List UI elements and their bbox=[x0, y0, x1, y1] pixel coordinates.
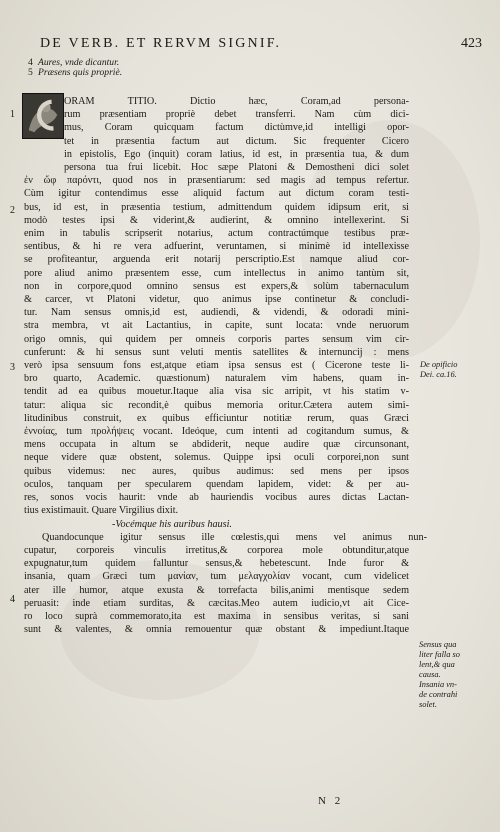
main-text bbox=[24, 95, 427, 636]
text-line: peruasit: inde etiam surditas, & cæcitas.Meo autem iudicio,vt ait Cice- bbox=[24, 597, 409, 609]
text-line: ἐννοίας, tum προλήψεις vocant. Ideóque, cum intenti ad cogitandum sumus, & bbox=[24, 426, 409, 438]
text-line: -Vocémque his auribus hausi. bbox=[112, 518, 232, 530]
text-line: sunt & valentes, & omnia remouentur quæ obstant & impediunt.Itaque bbox=[24, 624, 409, 636]
text-line: insania, quam Græci tum μανίαν, tum μελαγχολίαν vocant, cum videlicet bbox=[24, 571, 409, 583]
text-line: in epistolis, Ego (inquit) coram latius, id est, in præsentia tua, & dum bbox=[64, 148, 409, 160]
text-line: sentibus, & hi re vera adfuerint, veruntamen, si minimè id intellexisse bbox=[24, 241, 409, 253]
margin-number: 1 bbox=[10, 109, 15, 120]
text-line: stra membra, vt ait Lactantius, in capite, sunt locata: vnde neruorum bbox=[24, 320, 409, 332]
margin-number: 3 bbox=[10, 362, 15, 373]
text-line: Quandocunque igitur sensus ille cœlestis,qui mens vel animus nun- bbox=[42, 531, 427, 543]
text-line: tur. Nam sensus omnis,id est, audiendi, & videndi, & odoradi mini- bbox=[24, 307, 409, 319]
text-line: quibus videmus: nec aures, quibus audimus: sed mens per ipsos bbox=[24, 465, 409, 477]
text-line: persona tua frui licebit. Hoc sæpe Platoni & Demostheni dici solet bbox=[64, 162, 409, 174]
margin-number: 2 bbox=[10, 205, 15, 216]
text-line: ro loco suprà commemorato,ita est maxima in sensibus veritas, si sani bbox=[24, 610, 409, 622]
margin-number: 4 bbox=[10, 594, 15, 605]
text-line: litudinibus construit, ex quibus efficiuntur notitiæ rerum, quas Græci bbox=[24, 412, 409, 424]
text-line: ἐν ὤφ παρόντι, quod nos in præsentiarum: sed magis ad tempus refertur. bbox=[24, 175, 409, 187]
text-line: mens occupata in altum se abdiderit, neque audire quæ circunsonant, bbox=[24, 439, 409, 451]
shoulder-note: 5 Præsens quis propriè. bbox=[28, 67, 123, 78]
margin-gloss: Sensus qua liter falla so lent,& qua causa. Insania vn- de contrahi solet. bbox=[419, 640, 460, 709]
text-line: non in corpore,quod omnino sensus est expers,& solùm tabernaculum bbox=[24, 280, 409, 292]
text-line: res, sonos vocis haurit: vnde ab hauriendis vocibus aures dictas Lactan- bbox=[24, 492, 409, 504]
text-line: origo omnis, qui quidem per omneis corporis partes sensum vim cir- bbox=[24, 333, 409, 345]
text-line: verò ipsa sensuum fons est,atque etiam ipsa sensus est ( Cicerone teste li- bbox=[24, 360, 409, 372]
shoulder-notes bbox=[28, 58, 122, 78]
text-line: neque videre quæ obstent, solemus. Quippe ipsi oculi corporei,non sunt bbox=[24, 452, 409, 464]
text-line: tet in præsentia factum aut dictum. Sic frequenter Cicero bbox=[64, 135, 409, 147]
text-line: modò testes ipsi & viderint,& audierint, & omnino intellexerint. Si bbox=[24, 214, 409, 226]
text-line: oculos, tanquam per specularem quendam lapidem, videt: & per au- bbox=[24, 478, 409, 490]
shoulder-note: 4 Aures, vnde dicantur. bbox=[28, 57, 120, 68]
text-line: se profiteantur, arguenda erit notarij perscriptio.Est namque aliud cor- bbox=[24, 254, 409, 266]
text-line: Cùm igitur contendimus esse aliquid factum aut dictum coram testi- bbox=[24, 188, 409, 200]
decorated-initial-c-icon bbox=[22, 93, 64, 139]
text-line: rum præsentiam propriè debet transferri. Nam cùm dici- bbox=[64, 109, 409, 121]
text-line: pore aliud animo præsentem esse, cum intellectus in animo tantùm sit, bbox=[24, 267, 409, 279]
running-title: DE VERB. ET RERVM SIGNIF. bbox=[40, 36, 282, 51]
text-line: bus, id est, in præsentia testium, admittendum quidem idipsum erit, si bbox=[24, 201, 409, 213]
text-line: cupatur, corporeis vinculis irretitus,& corporea mole obtunditur,atque bbox=[24, 544, 409, 556]
text-line: cunferunt: & hi sensus sunt veluti mentis satellites & internuncij : mens bbox=[24, 346, 409, 358]
text-line: enim in tabulis scripserit notarius, actum contractúmque testibus præ- bbox=[24, 228, 409, 240]
text-line: tatur: aliqua sic recondit,è quibus memoria oritur.Cætera autem simi- bbox=[24, 399, 409, 411]
text-line: & carcer, vt Platoni videtur, quo animus ipse continetur & concludi- bbox=[24, 294, 409, 306]
text-line: ater ille humor, atque exusta & torrefacta bilis,animi mentisque sedem bbox=[24, 584, 409, 596]
page-number: 423 bbox=[461, 36, 482, 51]
text-line: tendit ad ea quibus mouetur.Itaque alia visa sic arripit, vt his statim v- bbox=[24, 386, 409, 398]
margin-gloss: De opificio Dei. ca.16. bbox=[420, 360, 458, 379]
signature-mark: N 2 bbox=[318, 795, 344, 807]
text-line: mus, Coram quicquam factum dictùmve,id intelligi opor- bbox=[64, 122, 409, 134]
running-header bbox=[40, 36, 482, 54]
text-line: tius existimauit. Quare Virgilius dixit. bbox=[24, 505, 179, 517]
text-line: bro quarto, Academic. quæstionum) naturalem vim habens, quam in- bbox=[24, 373, 409, 385]
text-line: expugnatur,tum quidem falluntur sensus,& hebetescunt. Inde furor & bbox=[24, 558, 409, 570]
text-line: ORAM TITIO. Dictio hæc, Coram,ad persona- bbox=[64, 96, 409, 107]
